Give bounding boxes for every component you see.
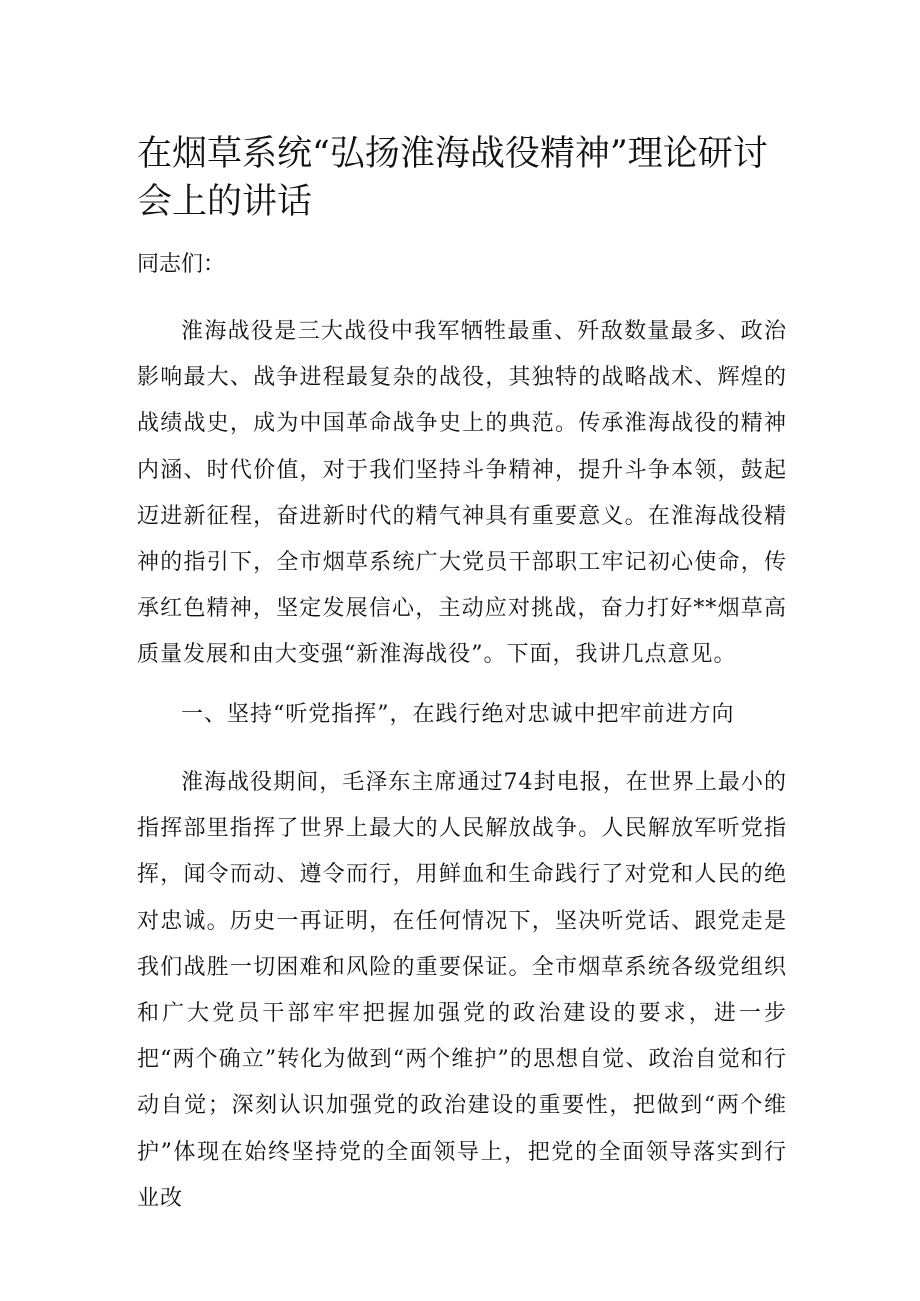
section-1-paragraph: 淮海战役期间，毛泽东主席通过74封电报，在世界上最小的指挥部里指挥了世界上最大的人民解放战争。人民解放军听党指挥，闻令而动、遵令而行，用鲜血和生命践行了对党和人民的绝对忠诚。历史一再证明，在任何情况下，坚决听党话、跟党走是我们战胜一切困难和风险的重要保证。全市烟草系统各级党组织和广大党员干部牢牢把握加强党的政治建设的要求，进一步把“两个确立”转化为做到“两个维护”的思想自觉、政治自觉和行动自觉；深刻认识加强党的政治建设的重要性，把做到“两个维护”体现在始终坚持党的全面领导上，把党的全面领导落实到行业改: [137, 770, 787, 1211]
section-heading-1: 一、坚持“听党指挥”，在践行绝对忠诚中把牢前进方向: [181, 702, 735, 727]
intro-paragraph: 淮海战役是三大战役中我军牺牲最重、歼敌数量最多、政治影响最大、战争进程最复杂的战役，其独特的战略战术、辉煌的战绩战史，成为中国革命战争史上的典范。传承淮海战役的精神内涵、时代价值，对于我们坚持斗争精神，提升斗争本领，鼓起迈进新征程，奋进新时代的精气神具有重要意义。在淮海战役精神的指引下，全市烟草系统广大党员干部职工牢记初心使命，传承红色精神，坚定发展信心，主动应对挑战，奋力打好**烟草高质量发展和由大变强“新淮海战役”。下面，我讲几点意见。: [137, 319, 787, 668]
salutation: 同志们：: [137, 252, 226, 277]
document-title: 在烟草系统“弘扬淮海战役精神”理论研讨会上的讲话: [137, 134, 768, 222]
